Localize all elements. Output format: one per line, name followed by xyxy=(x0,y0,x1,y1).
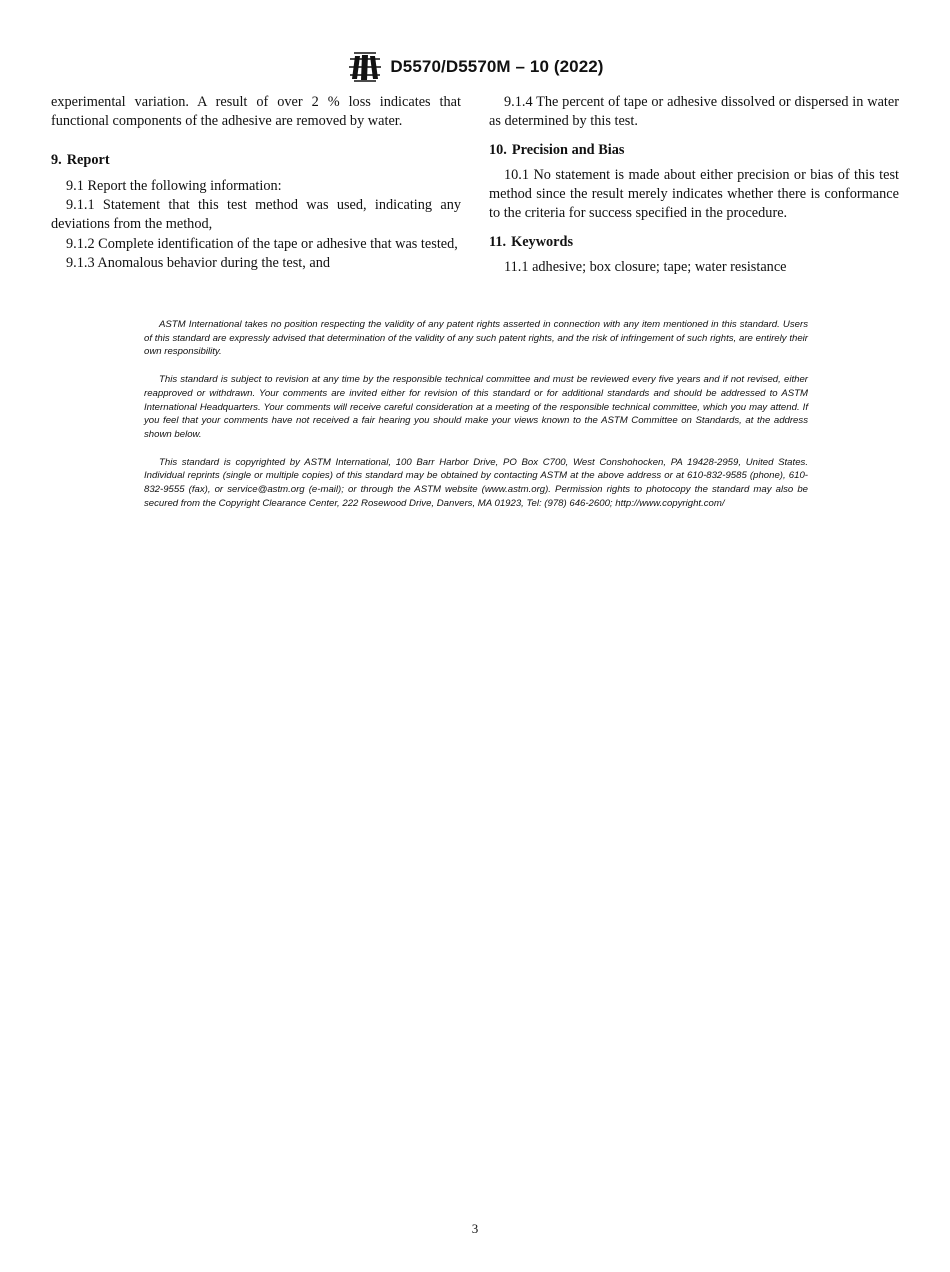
section-10-heading: 10. Precision and Bias xyxy=(489,141,625,158)
report-item-9-1-4: 9.1.4 The percent of tape or adhesive dissolved or dispersed in water as determined by this test. xyxy=(489,94,899,130)
section-11-heading: 11. Keywords xyxy=(489,233,574,250)
right-column xyxy=(489,93,899,277)
report-item-9-1-1: 9.1.1 Statement that this test method was used, indicating any deviations from the method, xyxy=(51,197,461,233)
report-item-9-1-2: 9.1.2 Complete identification of the tape or adhesive that was tested, xyxy=(66,235,458,252)
footnotes xyxy=(144,318,808,524)
document-title: D5570/D5570M – 10 (2022) xyxy=(390,57,604,76)
page-number: 3 xyxy=(471,1221,479,1236)
left-column xyxy=(51,93,461,277)
keywords-paragraph: 11.1 adhesive; box closure; tape; water resistance xyxy=(504,259,787,276)
report-item-9-1: 9.1 Report the following information: xyxy=(66,177,282,194)
continuation-paragraph: experimental variation. A result of over 2 % loss indicates that functional components of the adhesive are removed by water. xyxy=(51,94,461,130)
copyright-notice: This standard is copyrighted by ASTM International, 100 Barr Harbor Drive, PO Box C700, West Conshohocken, PA 19428-2959, United States. Individual reprints (single or multiple copies) of this standard may be obtained by contacting ASTM at the above address or at 610-832-9585 (phone), 610-832-9555 (fax), or service@astm.org (e-mail); or through the ASTM website (www.astm.org). Permission rights to photocopy the standard may also be secured from the Copyright Clearance Center, 222 Rosewood Drive, Danvers, MA 01923, Tel: (978) 646-2600; http://www.copyright.com/ xyxy=(144,456,808,509)
astm-logo-icon xyxy=(346,50,384,84)
revision-notice: This standard is subject to revision at any time by the responsible technical committee and must be reviewed every five years and if not revised, either reapproved or withdrawn. Your comments are invited either for revision of this standard or for additional standards and should be addressed to ASTM International Headquarters. Your comments will receive careful consideration at a meeting of the responsible technical committee, which you may attend. If you feel that your comments have not received a fair hearing you should make your views known to the ASTM Committee on Standards, at the address shown below. xyxy=(144,374,808,440)
page-header xyxy=(0,50,950,84)
report-item-9-1-3: 9.1.3 Anomalous behavior during the test, and xyxy=(66,255,331,272)
section-9-heading: 9. Report xyxy=(51,151,110,168)
patent-notice: ASTM International takes no position respecting the validity of any patent rights asserted in connection with any item mentioned in this standard. Users of this standard are expressly advised that determination of the validity of any such patent rights, and the risk of infringement of such rights, are entirely their own responsibility. xyxy=(144,319,808,358)
two-column-body xyxy=(51,93,899,277)
precision-bias-paragraph: 10.1 No statement is made about either precision or bias of this test method since the result merely indicates whether there is conformance to the criteria for success specified in the procedure. xyxy=(489,166,899,222)
